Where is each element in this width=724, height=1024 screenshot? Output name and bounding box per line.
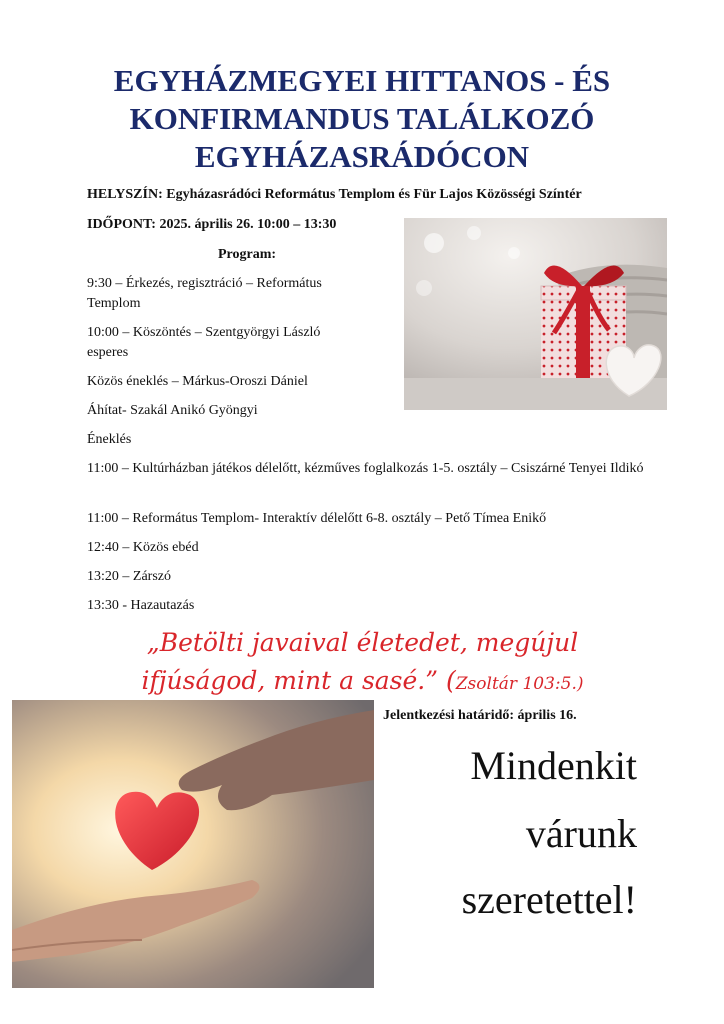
- deadline-text: Jelentkezési határidő: április 16.: [383, 708, 577, 723]
- welcome-line-1: Mindenkit: [470, 743, 637, 788]
- title-line-2: KONFIRMANDUS TALÁLKOZÓ: [129, 101, 595, 136]
- program-item: 10:00 – Köszöntés – Szentgyörgyi László esperes: [87, 325, 321, 360]
- quote-text-2: ifjúságod, mint a sasé.” (: [141, 666, 456, 695]
- bible-quote: [90, 624, 635, 703]
- welcome-line-3: szeretettel!: [461, 877, 637, 922]
- title-line-1: EGYHÁZMEGYEI HITTANOS - ÉS: [113, 63, 611, 98]
- location-text: HELYSZÍN: Egyházasrádóci Református Templom és Für Lajos Közösségi Színtér: [87, 187, 582, 202]
- program-item: 13:30 - Hazautazás: [87, 598, 195, 613]
- gift-image: [404, 218, 667, 410]
- quote-line-1: „Betölti javaival életedet, megújul: [146, 628, 579, 657]
- program-item: Közös éneklés – Márkus-Oroszi Dániel: [87, 374, 308, 389]
- quote-reference: Zsoltár 103:5.): [455, 674, 584, 694]
- welcome-line-2: várunk: [525, 811, 637, 856]
- title-line-3: EGYHÁZASRÁDÓCON: [194, 139, 530, 174]
- program-item: Áhítat- Szakál Anikó Gyöngyi: [87, 403, 258, 418]
- program-item: 11:00 – Református Templom- Interaktív délelőtt 6-8. osztály – Pető Tímea Enikő: [87, 511, 547, 526]
- quote-line-2: [90, 662, 635, 703]
- program-item: 12:40 – Közös ebéd: [87, 540, 199, 555]
- program-heading: Program:: [217, 247, 277, 262]
- hands-heart-image: [12, 700, 374, 988]
- program-item: 11:00 – Kultúrházban játékos délelőtt, kézműves foglalkozás 1-5. osztály – Csiszárné Tenyei Ildikó: [87, 461, 644, 476]
- program-item: 13:20 – Zárszó: [87, 569, 171, 584]
- time-text: IDŐPONT: 2025. április 26. 10:00 – 13:30: [87, 217, 337, 232]
- program-item: Éneklés: [87, 432, 132, 447]
- page-title: [60, 62, 664, 176]
- program-item: 9:30 – Érkezés, regisztráció – Református Templom: [87, 276, 322, 311]
